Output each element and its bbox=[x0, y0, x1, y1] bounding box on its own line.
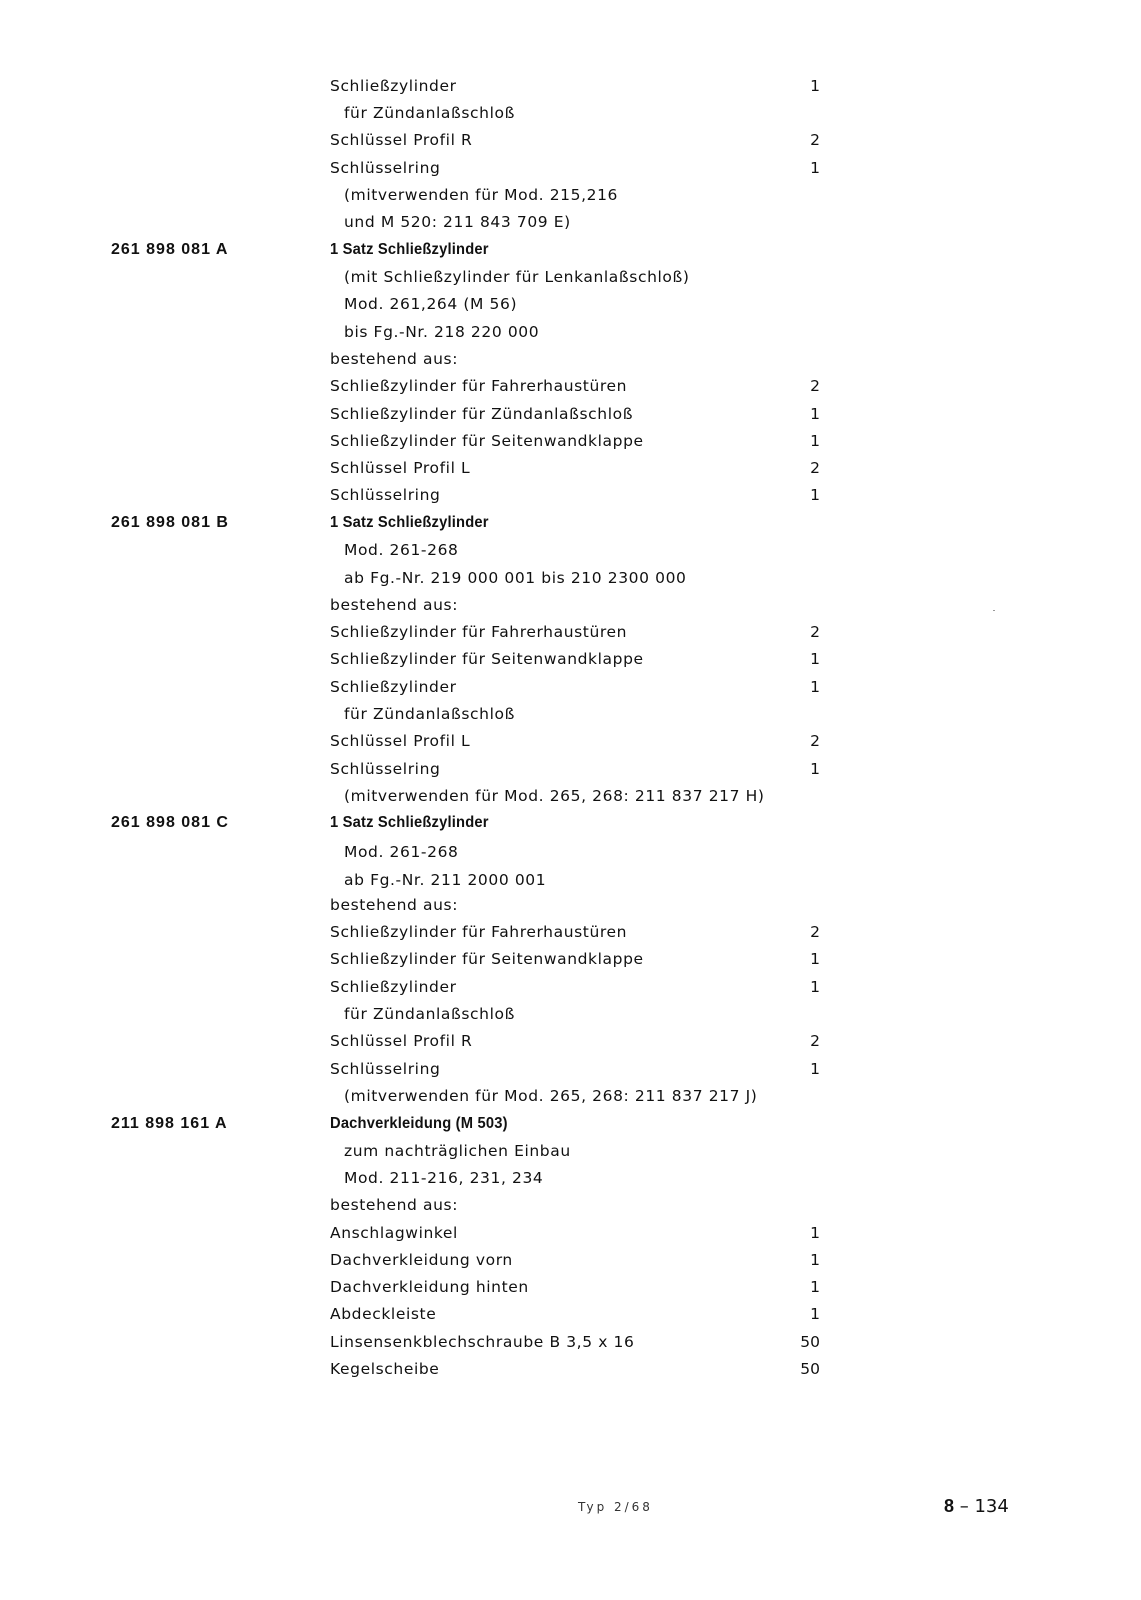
part-number: 261 898 081 B bbox=[111, 514, 229, 531]
list-item-description: Anschlagwinkel bbox=[330, 1224, 458, 1242]
list-item-quantity: 50 bbox=[800, 1360, 820, 1378]
list-item-description: Schlüssel Profil L bbox=[330, 459, 471, 477]
list-item-quantity: 1 bbox=[810, 1251, 820, 1269]
list-item-description: Schlüsselring bbox=[330, 1060, 441, 1078]
list-item-quantity: 1 bbox=[810, 760, 820, 778]
list-item-quantity: 1 bbox=[810, 77, 820, 95]
list-item-quantity: 1 bbox=[810, 1060, 820, 1078]
part-number: 261 898 081 A bbox=[111, 241, 229, 258]
list-item-quantity: 50 bbox=[800, 1333, 820, 1351]
list-item-quantity: 1 bbox=[810, 978, 820, 996]
list-item-description: Schlüssel Profil L bbox=[330, 732, 471, 750]
list-item-description: Schließzylinder für Fahrerhaustüren bbox=[330, 377, 628, 395]
list-item-description: Kegelscheibe bbox=[330, 1360, 440, 1378]
list-item-note: Mod. 261-268 bbox=[344, 541, 459, 559]
list-item-description: Dachverkleidung vorn bbox=[330, 1251, 513, 1269]
list-item-note: Mod. 211-216, 231, 234 bbox=[344, 1169, 544, 1187]
list-item-description: Schlüssel Profil R bbox=[330, 1032, 473, 1050]
list-item-description: Schlüsselring bbox=[330, 159, 441, 177]
kit-title: Dachverkleidung (M 503) bbox=[330, 1115, 508, 1132]
list-item-description: für Zündanlaßschloß bbox=[344, 1005, 515, 1023]
list-item-description: Schließzylinder für Zündanlaßschloß bbox=[330, 405, 634, 423]
list-item-quantity: 1 bbox=[810, 486, 820, 504]
list-item-description: Schließzylinder bbox=[330, 678, 457, 696]
list-item-quantity: 2 bbox=[810, 377, 820, 395]
list-item-description: Linsensenkblechschraube B 3,5 x 16 bbox=[330, 1333, 635, 1351]
list-item-note: (mit Schließzylinder für Lenkanlaßschloß) bbox=[344, 268, 690, 286]
list-item-quantity: 2 bbox=[810, 131, 820, 149]
list-item-note: bis Fg.-Nr. 218 220 000 bbox=[344, 323, 540, 341]
list-item-quantity: 1 bbox=[810, 1224, 820, 1242]
list-item-quantity: 2 bbox=[810, 623, 820, 641]
list-item-quantity: 1 bbox=[810, 432, 820, 450]
list-item-note: und M 520: 211 843 709 E) bbox=[344, 213, 571, 231]
list-item-note: ab Fg.-Nr. 211 2000 001 bbox=[344, 871, 547, 889]
footer-type-label: Typ 2/68 bbox=[578, 1500, 653, 1514]
list-item-quantity: 1 bbox=[810, 1278, 820, 1296]
list-item-quantity: 2 bbox=[810, 923, 820, 941]
list-item-quantity: 1 bbox=[810, 1305, 820, 1323]
list-item-note: (mitverwenden für Mod. 265, 268: 211 837 217 J) bbox=[344, 1087, 758, 1105]
list-item-note: Mod. 261,264 (M 56) bbox=[344, 295, 518, 313]
kit-title: 1 Satz Schließzylinder bbox=[330, 241, 489, 258]
list-item-description: Schlüsselring bbox=[330, 486, 441, 504]
list-item-description: Schließzylinder für Fahrerhaustüren bbox=[330, 623, 628, 641]
list-item-description: Dachverkleidung hinten bbox=[330, 1278, 529, 1296]
list-item-description: Schließzylinder für Seitenwandklappe bbox=[330, 432, 644, 450]
list-item-quantity: 2 bbox=[810, 1032, 820, 1050]
list-item-description: Schlüsselring bbox=[330, 760, 441, 778]
list-item-quantity: 1 bbox=[810, 405, 820, 423]
list-item-note: ab Fg.-Nr. 219 000 001 bis 210 2300 000 bbox=[344, 569, 687, 587]
kit-title: 1 Satz Schließzylinder bbox=[330, 514, 489, 531]
list-item-quantity: 2 bbox=[810, 459, 820, 477]
list-item-description: Schlüssel Profil R bbox=[330, 131, 473, 149]
list-item-quantity: 1 bbox=[810, 159, 820, 177]
page-number bbox=[944, 1496, 1009, 1517]
list-item-note: (mitverwenden für Mod. 265, 268: 211 837 217 H) bbox=[344, 787, 765, 805]
page-section: 8 bbox=[944, 1496, 955, 1516]
list-item-note: bestehend aus: bbox=[330, 1196, 459, 1214]
page-dash: – bbox=[959, 1496, 969, 1517]
list-item-description: Schließzylinder für Seitenwandklappe bbox=[330, 650, 644, 668]
list-item-quantity: 1 bbox=[810, 950, 820, 968]
list-item-description: Schließzylinder bbox=[330, 77, 457, 95]
kit-title: 1 Satz Schließzylinder bbox=[330, 814, 489, 831]
list-item-note: bestehend aus: bbox=[330, 896, 459, 914]
list-item-description: Schließzylinder für Seitenwandklappe bbox=[330, 950, 644, 968]
list-item-description: für Zündanlaßschloß bbox=[344, 104, 515, 122]
scan-speck bbox=[993, 610, 995, 611]
list-item-quantity: 1 bbox=[810, 650, 820, 668]
part-number: 261 898 081 C bbox=[111, 814, 229, 831]
list-item-description: Schließzylinder bbox=[330, 978, 457, 996]
list-item-note: zum nachträglichen Einbau bbox=[344, 1142, 571, 1160]
list-item-note: bestehend aus: bbox=[330, 596, 459, 614]
list-item-quantity: 1 bbox=[810, 678, 820, 696]
list-item-note: Mod. 261-268 bbox=[344, 843, 459, 861]
list-item-quantity: 2 bbox=[810, 732, 820, 750]
list-item-description: für Zündanlaßschloß bbox=[344, 705, 515, 723]
list-item-description: Abdeckleiste bbox=[330, 1305, 437, 1323]
part-number: 211 898 161 A bbox=[111, 1115, 228, 1132]
page-number-value: 134 bbox=[974, 1496, 1009, 1517]
list-item-description: Schließzylinder für Fahrerhaustüren bbox=[330, 923, 628, 941]
list-item-note: (mitverwenden für Mod. 215,216 bbox=[344, 186, 618, 204]
list-item-note: bestehend aus: bbox=[330, 350, 459, 368]
